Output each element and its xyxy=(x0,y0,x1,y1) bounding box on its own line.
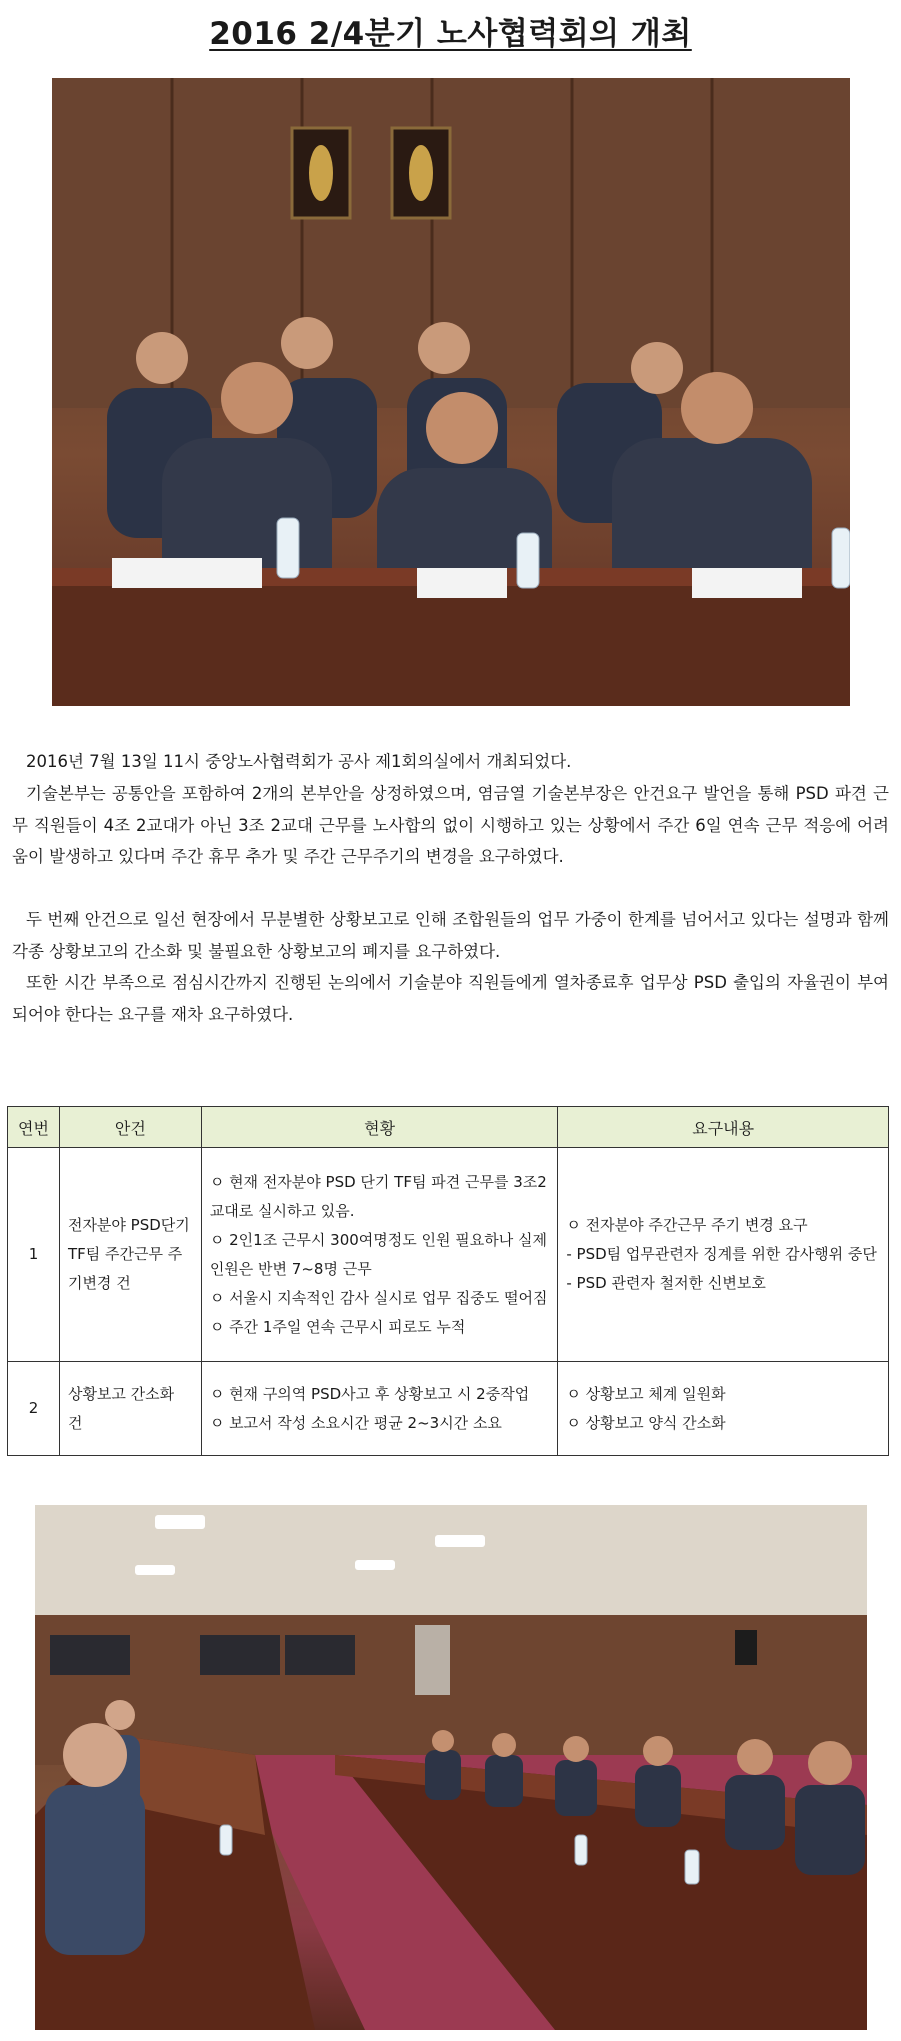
row-agenda: 전자분야 PSD단기 TF팀 주간근무 주기변경 건 xyxy=(59,1148,201,1362)
table-header-row xyxy=(8,1107,889,1148)
table-row xyxy=(8,1148,889,1362)
row-demand xyxy=(558,1148,889,1362)
status-line: ㅇ 현재 구의역 PSD사고 후 상황보고 시 2중작업 xyxy=(209,1384,530,1403)
demand-line: ㅇ 전자분야 주간근무 주기 변경 요구 xyxy=(566,1216,808,1234)
table-row xyxy=(8,1362,889,1456)
meeting-photo-room xyxy=(35,1505,867,2030)
row-num: 2 xyxy=(8,1362,60,1456)
row-num: 1 xyxy=(8,1148,60,1362)
paragraph-1: 2016년 7월 13일 11시 중앙노사협력회가 공사 제1회의실에서 개최되었다. xyxy=(26,752,572,771)
agenda-table xyxy=(7,1106,889,1456)
demand-line: - PSD팀 업무관련자 징계를 위한 감사행위 중단 xyxy=(566,1245,877,1263)
status-line: ㅇ 현재 전자분야 PSD 단기 TF팀 파견 근무를 3조2교대로 실시하고 있음. xyxy=(209,1172,547,1220)
status-line: ㅇ 2인1조 근무시 300여명정도 인원 필요하나 실제 인원은 반변 7~8명 근무 xyxy=(209,1230,547,1278)
meeting-photo-room-illustration xyxy=(35,1505,867,2030)
status-line: ㅇ 서울시 지속적인 감사 실시로 업무 집중도 떨어짐 xyxy=(209,1288,548,1307)
row-demand xyxy=(558,1362,889,1456)
demand-line: ㅇ 상황보고 체계 일원화 xyxy=(566,1384,726,1403)
paragraph-2: 기술본부는 공통안을 포함하여 2개의 본부안을 상정하였으며, 염금열 기술본부장은 안건요구 발언을 통해 PSD 파견 근무 직원들이 4조 2교대가 아닌 3조 2교대 근무를 노사합의 없이 시행하고 있는 상황에서 주간 6일 연속 근무 적응에 어려움이 발생하고 있다며 주간 휴무 추가 및 주간 근무주기의 변경을 요구하였다. xyxy=(12,784,889,866)
header-status: 현황 xyxy=(201,1107,558,1148)
row-agenda: 상황보고 간소화 건 xyxy=(59,1362,201,1456)
row-status xyxy=(201,1148,558,1362)
page-title: 2016 2/4분기 노사협력회의 개최 xyxy=(209,16,692,52)
demand-line: - PSD 관련자 철저한 신변보호 xyxy=(566,1274,766,1292)
status-line: ㅇ 보고서 작성 소요시간 평균 2~3시간 소요 xyxy=(209,1413,502,1432)
header-agenda: 안건 xyxy=(59,1107,201,1148)
paragraph-3: 두 번째 안건으로 일선 현장에서 무분별한 상황보고로 인해 조합원들의 업무 가중이 한계를 넘어서고 있다는 설명과 함께 각종 상황보고의 간소화 및 불필요한 상황보고의 폐지를 요구하였다. xyxy=(12,910,889,961)
demand-line: ㅇ 상황보고 양식 간소화 xyxy=(566,1413,726,1432)
meeting-photo-closeup xyxy=(52,78,850,706)
meeting-photo-closeup-illustration xyxy=(52,78,850,706)
header-demand: 요구내용 xyxy=(558,1107,889,1148)
paragraph-4: 또한 시간 부족으로 점심시간까지 진행된 논의에서 기술분야 직원들에게 열차종료후 업무상 PSD 출입의 자율권이 부여되어야 한다는 요구를 재차 요구하였다. xyxy=(12,973,889,1024)
status-line: ㅇ 주간 1주일 연속 근무시 피로도 누적 xyxy=(209,1317,466,1336)
row-status xyxy=(201,1362,558,1456)
header-num: 연번 xyxy=(8,1107,60,1148)
